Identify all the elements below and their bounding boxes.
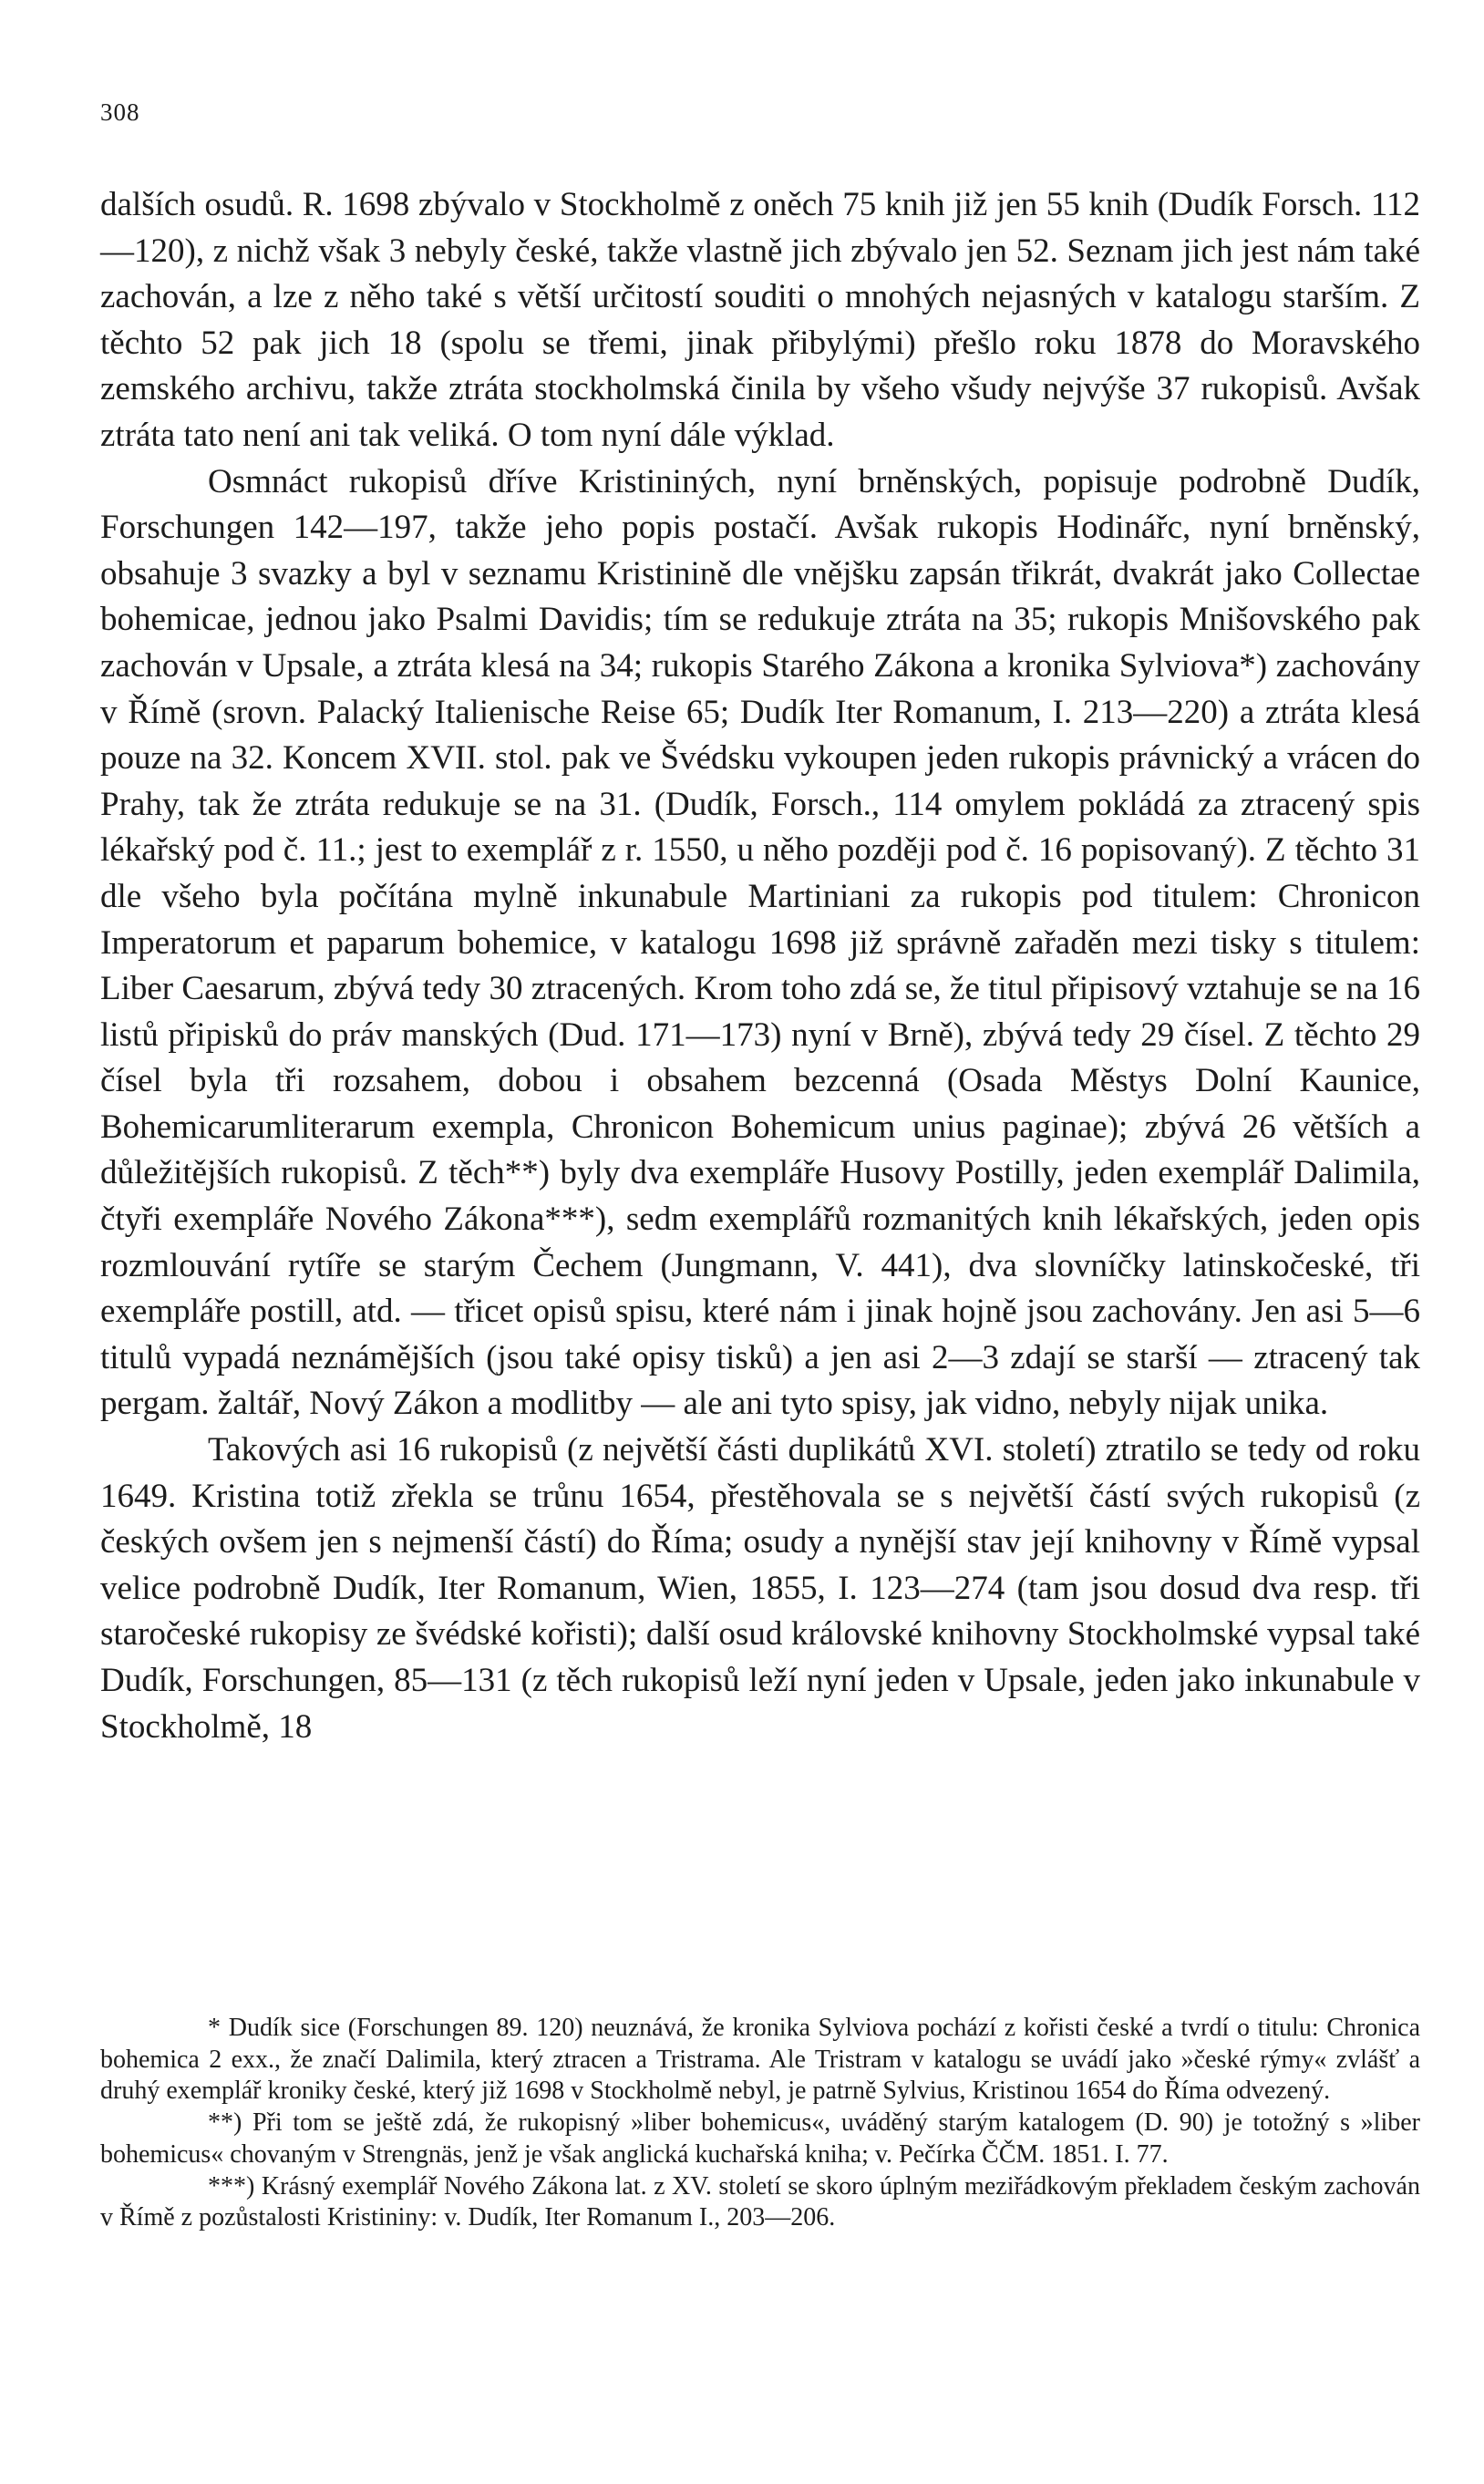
footnotes [100, 2013, 1420, 2234]
page-number: 308 [100, 98, 140, 126]
body-paragraph: Osmnáct rukopisů dříve Kristininých, nyní brněnských, popisuje podrobně Dudík, Forschungen 142—197, takže jeho popis postačí. Avšak rukopis Hodinářc, nyní brněnský, obsahuje 3 svazky a byl v seznamu Kristinině dle vnějšku zapsán třikrát, dvakrát jako Collectae bohemicae, jednou jako Psalmi Davidis; tím se redukuje ztráta na 35; rukopis Mnišovského pak zachován v Upsale, a ztráta klesá na 34; rukopis Starého Zákona a kronika Sylviova*) zachovány v Římě (srovn. Palacký Italienische Reise 65; Dudík Iter Romanum, I. 213—220) a ztráta klesá pouze na 32. Koncem XVII. stol. pak ve Švédsku vykoupen jeden rukopis právnický a vrácen do Prahy, tak že ztráta redukuje se na 31. (Dudík, Forsch., 114 omylem pokládá za ztracený spis lékařský pod č. 11.; jest to exemplář z r. 1550, u něho později pod č. 16 popisovaný). Z těchto 31 dle všeho byla počítána mylně inkunabule Martiniani za rukopis pod titulem: Chronicon Imperatorum et paparum bohemice, v katalogu 1698 již správně zařaděn mezi tisky s titulem: Liber Caesarum, zbývá tedy 30 ztracených. Krom toho zdá se, že titul připisový vztahuje se na 16 listů připisků do práv manských (Dud. 171—173) nyní v Brně), zbývá tedy 29 čísel. Z těchto 29 čísel byla tři rozsahem, dobou i obsahem bezcenná (Osada Městys Dolní Kaunice, Bohemicarumliterarum exempla, Chronicon Bohemicum unius paginae); zbývá 26 větších a důležitějších rukopisů. Z těch**) byly dva exempláře Husovy Postilly, jeden exemplář Dalimila, čtyři exempláře Nového Zákona***), sedm exemplářů rozmanitých knih lékařských, jeden opis rozmlouvání rytíře se starým Čechem (Jungmann, V. 441), dva slovníčky latinskočeské, tři exempláře postill, atd. — třicet opisů spisu, které nám i jinak hojně jsou zachovány. Jen asi 5—6 titulů vypadá neznámějších (jsou také opisy tisků) a jen asi 2—3 zdají se starší — ztracený tak pergam. žaltář, Nový Zákon a modlitby — ale ani tyto spisy, jak vidno, nebyly nijak unika. [100, 462, 1420, 1423]
footnote: **) Při tom se ještě zdá, že rukopisný »liber bohemicus«, uváděný starým katalogem (D. 90) je totožný s »liber bohemicus« chovaným v Strengnäs, jenž je však anglická kuchařská kniha; v. Pečírka ČČM. 1851. I. 77. [100, 2108, 1420, 2169]
main-text [100, 182, 1420, 1750]
body-paragraph: Takových asi 16 rukopisů (z největší části duplikátů XVI. století) ztratilo se tedy od roku 1649. Kristina totiž zřekla se trůnu 1654, přestěhovala se s největší částí svých rukopisů (z českých ovšem jen s nejmenší částí) do Říma; osudy a nynější stav její knihovny v Římě vypsal velice podrobně Dudík, Iter Romanum, Wien, 1855, I. 123—274 (tam jsou dosud dva resp. tři staročeské rukopisy ze švédské kořisti); další osud královské knihovny Stockholmské vypsal také Dudík, Forschungen, 85—131 (z těch rukopisů leží nyní jeden v Upsale, jeden jako inkunabule v Stockholmě, 18 [100, 1431, 1420, 1746]
body-paragraph: dalších osudů. R. 1698 zbývalo v Stockholmě z oněch 75 knih již jen 55 knih (Dudík Forsch. 112—120), z nichž však 3 nebyly české, takže vlastně jich zbývalo jen 52. Seznam jich jest nám také zachován, a lze z něho také s větší určitostí souditi o mnohých nejasných v katalogu starším. Z těchto 52 pak jich 18 (spolu se třemi, jinak přibylými) přešlo roku 1878 do Moravského zemského archivu, takže ztráta stockholmská činila by všeho všudy nejvýše 37 rukopisů. Avšak ztráta tato není ani tak veliká. O tom nyní dále výklad. [100, 186, 1420, 454]
footnote: * Dudík sice (Forschungen 89. 120) neuznává, že kronika Sylviova pochází z kořisti české a tvrdí o titulu: Chronica bohemica 2 exx., že značí Dalimila, který ztracen a Tristrama. Ale Tristram v katalogu se uvádí jako »české rýmy« zvlášť a druhý exemplář kroniky české, který již 1698 v Stockholmě nebyl, je patrně Sylvius, Kristinou 1654 do Říma odvezený. [100, 2014, 1420, 2106]
footnote: ***) Krásný exemplář Nového Zákona lat. z XV. století se skoro úplným meziřádkovým překladem českým zachován v Římě z pozůstalosti Kristininy: v. Dudík, Iter Romanum I., 203—206. [100, 2171, 1420, 2232]
